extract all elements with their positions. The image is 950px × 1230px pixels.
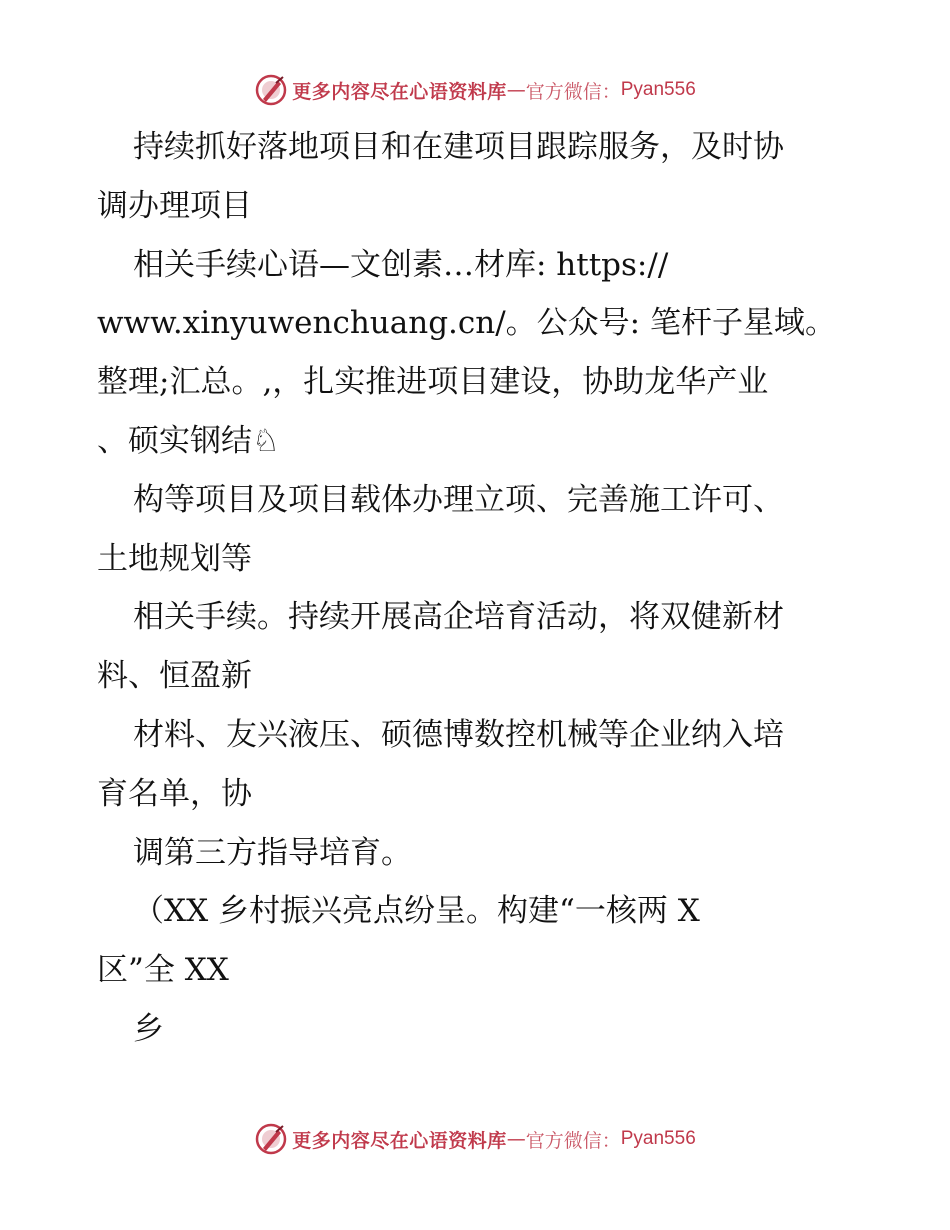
text-line: 持续抓好落地项目和在建项目跟踪服务，及时协: [133, 129, 784, 165]
text-line: 、硕实钢结♘: [97, 422, 280, 459]
document-body: [97, 118, 857, 1059]
text-line: （XX 乡村振兴亮点纷呈。构建“一核两 X: [133, 893, 700, 930]
banner-title: 更多内容尽在心语资料库: [292, 1129, 507, 1152]
text-line: 土地规划等: [97, 540, 252, 577]
text-line: 相关手续。持续开展高企培育活动，将双健新材: [133, 599, 784, 636]
text-line: 整理;汇总。,，扎实推进项目建设，协助龙华产业: [97, 364, 769, 401]
quill-logo-icon: [254, 1122, 288, 1156]
text-line: 调办理项目: [97, 187, 252, 224]
text-line: 相关手续心语—文创素…材库: https://: [133, 246, 669, 283]
text-line: 区”全 XX: [97, 952, 229, 989]
text-line: 料、恒盈新: [97, 658, 252, 695]
banner-dash: —: [506, 1128, 526, 1150]
banner-wechat-label: 官方微信：: [525, 80, 621, 103]
banner-wechat-id: Pyan556: [620, 1128, 696, 1149]
text-line: www.xinyuwenchuang.cn/。公众号: 笔杆子星域。: [97, 305, 836, 342]
text-line: 材料、友兴液压、硕德博数控机械等企业纳入培: [133, 716, 784, 753]
quill-logo-icon: [254, 73, 288, 107]
banner-dash: —: [506, 79, 526, 101]
banner-wechat-label: 官方微信：: [525, 1129, 621, 1152]
banner-title: 更多内容尽在心语资料库: [292, 80, 507, 103]
text-line: 育名单，协: [97, 775, 252, 812]
banner-wechat-id: Pyan556: [620, 79, 696, 100]
text-line: 乡: [133, 1010, 164, 1047]
header-banner: [0, 70, 950, 110]
text-line: 调第三方指导培育。: [133, 834, 412, 871]
footer-banner: [0, 1119, 950, 1159]
text-line: 构等项目及项目载体办理立项、完善施工许可、: [133, 481, 784, 518]
